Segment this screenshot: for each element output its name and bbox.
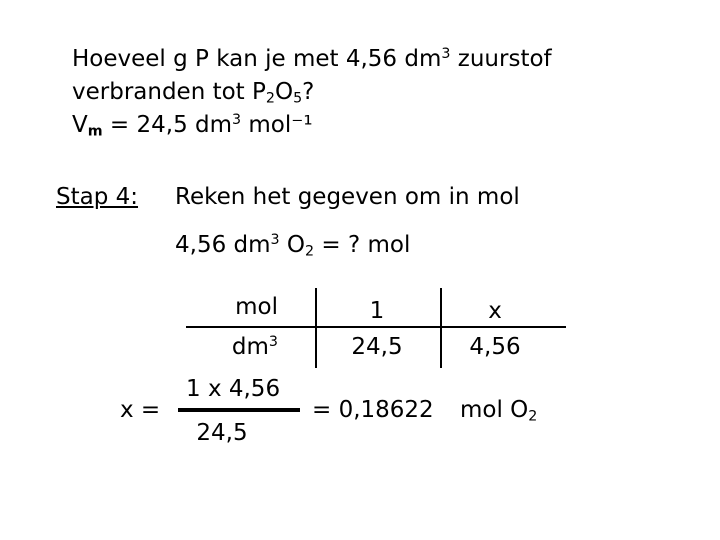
step-label: Stap 4: bbox=[56, 184, 139, 210]
calc-result: = 0,18622 bbox=[312, 397, 434, 423]
ratio-unit-bottom: $dm^3$ bbox=[231, 334, 278, 360]
fraction-bar bbox=[178, 408, 300, 412]
given-quantity: 4,56 $dm^3$ $O_2$ = ? mol bbox=[175, 232, 411, 260]
calc-result-unit: mol $O_2$ bbox=[460, 397, 538, 425]
table-horizontal-line bbox=[186, 326, 566, 328]
ratio-top-col1: 1 bbox=[369, 298, 385, 324]
calc-denominator: 24,5 bbox=[196, 420, 248, 446]
question-molar-volume: $V_m = 24,5$ $dm^3$ mol⁻¹ bbox=[72, 112, 313, 140]
table-divider-right bbox=[440, 288, 442, 368]
ratio-bottom-col2: 4,56 bbox=[469, 334, 521, 360]
ratio-top-col2: x bbox=[488, 298, 502, 324]
table-divider-left bbox=[315, 288, 317, 368]
step-description: Reken het gegeven om in mol bbox=[175, 184, 520, 210]
question-line-1: Hoeveel g P kan je met 4,56 $dm^3$ zuurstof bbox=[72, 46, 552, 72]
question-line-2: verbranden tot $P_2O_5$? bbox=[72, 79, 315, 107]
calc-numerator: 1 x 4,56 bbox=[186, 376, 281, 402]
ratio-bottom-col1: 24,5 bbox=[351, 334, 403, 360]
calc-lhs: x = bbox=[120, 397, 161, 423]
ratio-unit-top: mol bbox=[235, 294, 278, 320]
